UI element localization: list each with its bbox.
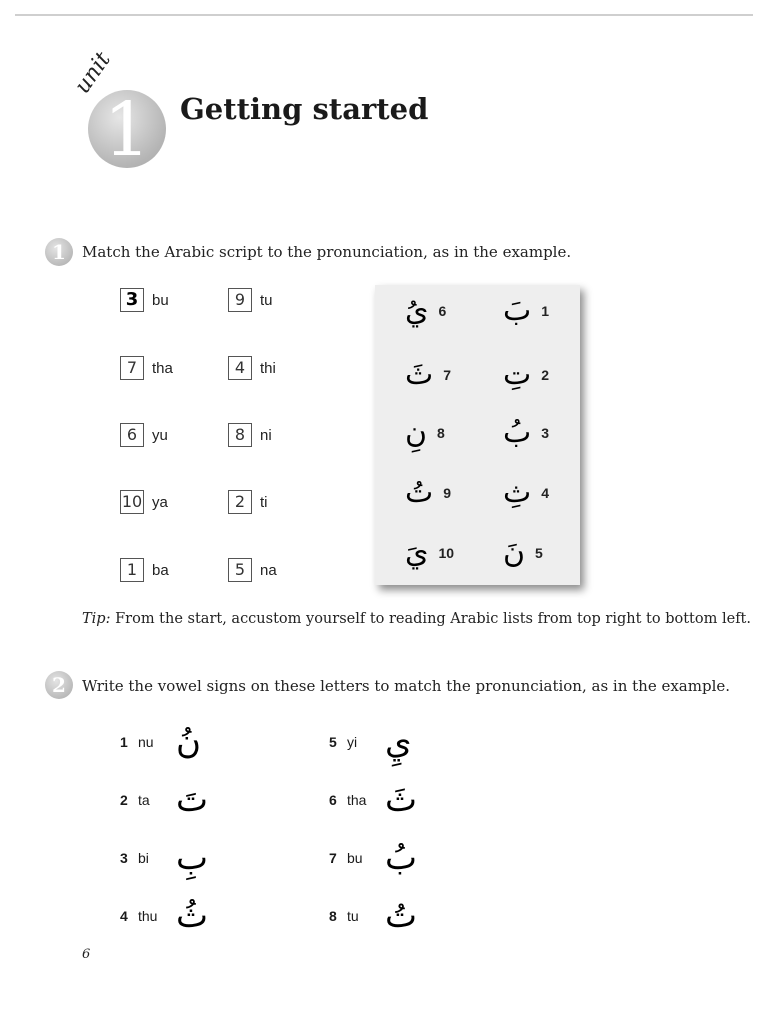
card-letter-item [503, 293, 549, 328]
arabic-letter: يُ [405, 293, 429, 328]
card-letter-item [503, 475, 549, 510]
arabic-letter-card [375, 285, 580, 585]
vowel-item [329, 896, 417, 936]
vowel-item [329, 722, 412, 762]
answer-box[interactable]: 4 [228, 356, 252, 380]
arabic-letter: يَ [405, 535, 429, 570]
page-number: 6 [82, 947, 91, 962]
answer-syllable: ti [260, 493, 268, 511]
card-letter-item [405, 415, 445, 450]
vowel-item [120, 838, 208, 878]
card-letter-item [405, 357, 451, 392]
vowel-item-syllable: ta [138, 792, 150, 808]
card-number: 1 [541, 302, 550, 319]
vowel-item-number: 3 [120, 850, 128, 866]
answer-item [120, 490, 168, 514]
vowel-item-syllable: tha [347, 792, 367, 808]
vowel-item [120, 780, 208, 820]
card-number: 7 [443, 366, 452, 383]
vowel-item-number: 1 [120, 734, 128, 750]
card-number: 4 [541, 484, 550, 501]
vowel-item-letter[interactable]: نُ [176, 722, 201, 762]
answer-syllable: tha [152, 359, 173, 377]
answer-syllable: bu [152, 291, 169, 309]
vowel-item-number: 6 [329, 792, 337, 808]
card-number: 9 [443, 484, 452, 501]
answer-box[interactable]: 3 [120, 288, 144, 312]
tip-label: Tip: [82, 611, 111, 627]
arabic-letter: ثِ [503, 475, 532, 510]
answer-syllable: thi [260, 359, 276, 377]
arabic-letter: بَ [503, 293, 532, 328]
tip [82, 611, 751, 627]
vowel-item-number: 7 [329, 850, 337, 866]
card-number: 3 [541, 424, 550, 441]
arabic-letter: تِ [503, 357, 532, 392]
exercise-2-number: 2 [45, 671, 73, 699]
exercise-1-number: 1 [45, 238, 73, 266]
arabic-letter: تُ [405, 475, 434, 510]
card-letter-item [503, 415, 549, 450]
arabic-letter: ثَ [405, 357, 434, 392]
answer-syllable: yu [152, 426, 168, 444]
unit-word: unit [70, 47, 116, 99]
exercise-2-instruction: Write the vowel signs on these letters to match the pronunciation, as in the example. [82, 677, 731, 695]
answer-box[interactable]: 5 [228, 558, 252, 582]
card-letter-item [405, 535, 454, 570]
vowel-item [120, 896, 208, 936]
vowel-item-syllable: tu [347, 908, 359, 924]
card-letter-item [503, 357, 549, 392]
answer-item [228, 423, 272, 447]
page-title: Getting started [180, 92, 429, 126]
card-number: 5 [535, 544, 543, 561]
answer-box[interactable]: 8 [228, 423, 252, 447]
answer-box[interactable]: 2 [228, 490, 252, 514]
answer-syllable: tu [260, 291, 273, 309]
vowel-item [329, 780, 417, 820]
answer-item [228, 356, 276, 380]
answer-box[interactable]: 6 [120, 423, 144, 447]
vowel-item-letter[interactable]: ثُ [176, 896, 209, 936]
vowel-item-syllable: bi [138, 850, 149, 866]
answer-syllable: ya [152, 493, 168, 511]
answer-item [120, 423, 168, 447]
answer-item [228, 558, 277, 582]
answer-box[interactable]: 7 [120, 356, 144, 380]
answer-item [120, 288, 169, 312]
unit-badge [70, 47, 170, 178]
card-letter-item [503, 535, 543, 570]
top-rule [15, 14, 753, 16]
answer-box[interactable]: 9 [228, 288, 252, 312]
vowel-item-letter[interactable]: ثَ [385, 780, 418, 820]
vowel-item-letter[interactable]: تُ [385, 896, 418, 936]
answer-syllable: ni [260, 426, 272, 444]
vowel-item [120, 722, 201, 762]
answer-syllable: ba [152, 561, 169, 579]
arabic-letter: بُ [503, 415, 532, 450]
answer-item [120, 356, 173, 380]
card-number: 2 [541, 366, 550, 383]
vowel-item-syllable: nu [138, 734, 154, 750]
card-number: 8 [437, 424, 445, 441]
arabic-letter: نَ [503, 535, 526, 570]
answer-box[interactable]: 10 [120, 490, 144, 514]
answer-box[interactable]: 1 [120, 558, 144, 582]
card-letter-item [405, 293, 446, 328]
arabic-letter: نِ [405, 415, 428, 450]
card-number: 6 [438, 302, 447, 319]
card-number: 10 [438, 544, 455, 561]
vowel-item-letter[interactable]: تَ [176, 780, 209, 820]
vowel-item-syllable: thu [138, 908, 158, 924]
answer-item [228, 490, 268, 514]
unit-number: 1 [103, 87, 151, 173]
vowel-item [329, 838, 417, 878]
vowel-item-number: 2 [120, 792, 128, 808]
vowel-item-syllable: bu [347, 850, 363, 866]
vowel-item-number: 5 [329, 734, 337, 750]
vowel-item-syllable: yi [347, 734, 358, 750]
vowel-item-number: 4 [120, 908, 128, 924]
vowel-item-letter[interactable]: بُ [385, 838, 418, 878]
exercise-1-instruction: Match the Arabic script to the pronunciation, as in the example. [82, 243, 572, 261]
vowel-item-letter[interactable]: يِ [385, 722, 412, 762]
vowel-item-letter[interactable]: بِ [176, 838, 209, 878]
card-letter-item [405, 475, 451, 510]
vowel-item-number: 8 [329, 908, 337, 924]
answer-item [120, 558, 169, 582]
tip-text: From the start, accustom yourself to reading Arabic lists from top right to bottom left. [110, 611, 751, 627]
answer-item [228, 288, 273, 312]
answer-syllable: na [260, 561, 277, 579]
